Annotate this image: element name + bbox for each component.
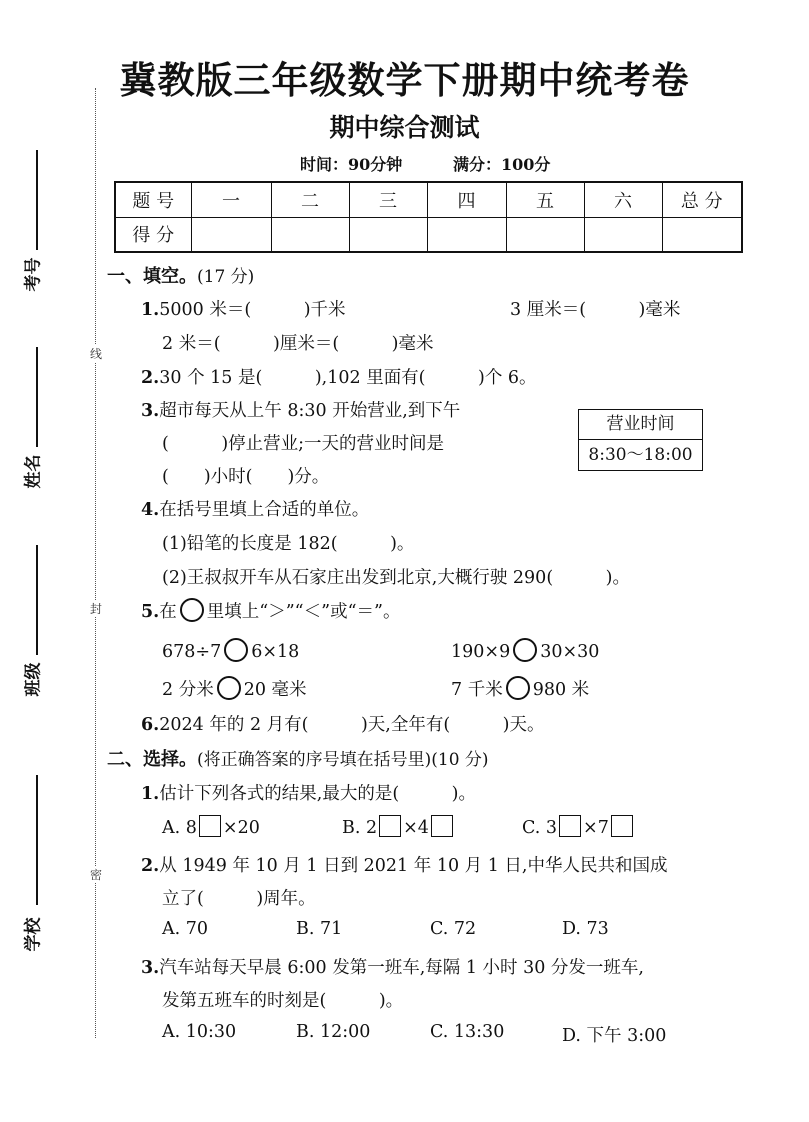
s2-q1-option-a: A. 8 ×20	[162, 815, 260, 838]
compare-circle-1[interactable]	[224, 638, 248, 662]
digit-box-c2	[611, 815, 633, 837]
compare-circle-icon	[180, 598, 204, 622]
s2-q2-option-b: B. 71	[296, 919, 343, 939]
score-header-3: 三	[349, 182, 427, 217]
s1-q5-compare2: 190×9 30×30	[451, 638, 599, 662]
section1-heading: 一、填空。(17 分)	[107, 266, 255, 287]
s1-q1-a[interactable]: 5000 米＝( )千米	[159, 300, 346, 320]
score-cell-2[interactable]	[271, 217, 349, 252]
score-table-header-row	[115, 182, 742, 217]
class-label: 班级	[23, 662, 44, 697]
binding-word-seal: 封	[90, 602, 103, 616]
page-subtitle: 期中综合测试	[329, 113, 480, 142]
score-header-label: 题 号	[115, 182, 191, 217]
s2-q3-option-a: A. 10:30	[162, 1022, 237, 1042]
s2-q1: 1.估计下列各式的结果,最大的是( )。	[141, 784, 476, 804]
s1-q1-c[interactable]: 2 米＝( )厘米＝( )毫米	[162, 334, 434, 354]
s2-q1-option-b: B. 2 ×4	[342, 815, 455, 838]
s2-q3-option-d: D. 下午 3:00	[562, 1026, 667, 1046]
school-rule[interactable]	[36, 775, 38, 905]
s2-q2-line1: 2.从 1949 年 10 月 1 日到 2021 年 10 月 1 日,中华人民共和国成	[141, 856, 668, 876]
score-table	[114, 181, 743, 253]
exam-time: 时间：90分钟	[300, 155, 403, 174]
binding-dotted-line	[95, 88, 96, 1038]
s2-q2-line2[interactable]: 立了( )周年。	[162, 889, 316, 909]
exam-full-score: 满分：100分	[453, 155, 551, 174]
compare-circle-4[interactable]	[506, 676, 530, 700]
s1-q4: 4.在括号里填上合适的单位。	[141, 500, 370, 520]
digit-box-b1	[379, 815, 401, 837]
s1-q6-text[interactable]: 2024 年的 2 月有( )天,全年有( )天。	[159, 715, 545, 735]
business-hours-value: 8:30～18:00	[588, 445, 693, 465]
digit-box-a	[199, 815, 221, 837]
s2-q2-option-a: A. 70	[162, 919, 209, 939]
s1-q5-compare4: 7 千米 980 米	[451, 676, 589, 701]
s1-q2: 2.30 个 15 是( ),102 里面有( )个 6。	[141, 368, 537, 388]
score-header-1: 一	[191, 182, 271, 217]
compare-circle-2[interactable]	[513, 638, 537, 662]
s2-q1-option-c: C. 3 ×7	[522, 815, 635, 838]
s2-q3-option-c: C. 13:30	[430, 1022, 505, 1042]
s1-q4-sub2[interactable]: (2)王叔叔开车从石家庄出发到北京,大概行驶 290( )。	[162, 568, 630, 588]
score-header-6: 六	[584, 182, 662, 217]
score-cell-1[interactable]	[191, 217, 271, 252]
name-rule[interactable]	[36, 347, 38, 447]
s2-q3-line1: 3.汽车站每天早晨 6:00 发第一班车,每隔 1 小时 30 分发一班车,	[141, 958, 644, 978]
s2-q2-option-d: D. 73	[562, 919, 609, 939]
s1-q3-line1: 3.超市每天从上午 8:30 开始营业,到下午	[141, 401, 461, 421]
score-cell-6[interactable]	[584, 217, 662, 252]
s1-q1-b[interactable]: 3 厘米＝( )毫米	[510, 300, 681, 320]
class-rule[interactable]	[36, 545, 38, 655]
score-header-2: 二	[271, 182, 349, 217]
score-row-label: 得 分	[115, 217, 191, 252]
s2-q3-option-b: B. 12:00	[296, 1022, 371, 1042]
s1-q3-line2[interactable]: ( )停止营业;一天的营业时间是	[162, 434, 445, 454]
score-cell-4[interactable]	[427, 217, 506, 252]
business-hours-box	[578, 409, 703, 471]
page-title: 冀教版三年级数学下册期中统考卷	[119, 59, 690, 102]
binding-word-secret: 密	[90, 868, 103, 882]
s1-q5-compare1: 678÷7 6×18	[162, 638, 299, 662]
name-label: 姓名	[23, 454, 44, 489]
s2-q3-line2[interactable]: 发第五班车的时刻是( )。	[162, 991, 404, 1011]
score-cell-total[interactable]	[662, 217, 742, 252]
compare-circle-3[interactable]	[217, 676, 241, 700]
s1-q6: 6.2024 年的 2 月有( )天,全年有( )天。	[141, 715, 545, 735]
digit-box-b2	[431, 815, 453, 837]
s1-q4-sub1[interactable]: (1)铅笔的长度是 182( )。	[162, 534, 415, 554]
s2-q2-option-c: C. 72	[430, 919, 477, 939]
s1-q1-line1: 1.5000 米＝( )千米	[141, 300, 346, 320]
binding-word-line: 线	[90, 347, 103, 361]
score-header-5: 五	[506, 182, 584, 217]
score-header-total: 总 分	[662, 182, 742, 217]
s1-q5-compare3: 2 分米 20 毫米	[162, 676, 307, 701]
score-header-4: 四	[427, 182, 506, 217]
s1-q2-text[interactable]: 30 个 15 是( ),102 里面有( )个 6。	[159, 368, 537, 388]
score-cell-3[interactable]	[349, 217, 427, 252]
exam-number-rule[interactable]	[36, 150, 38, 250]
business-hours-title: 营业时间	[579, 410, 702, 440]
s2-q1-text[interactable]: 估计下列各式的结果,最大的是( )。	[159, 784, 476, 804]
s1-q5: 5.在 里填上“＞”“＜”或“＝”。	[141, 598, 400, 623]
exam-number-label: 考号	[23, 257, 44, 292]
score-cell-5[interactable]	[506, 217, 584, 252]
digit-box-c1	[559, 815, 581, 837]
school-label: 学校	[23, 917, 44, 952]
s1-q3-line3[interactable]: ( )小时( )分。	[162, 467, 330, 487]
score-table-score-row	[115, 217, 742, 252]
section2-heading: 二、选择。(将正确答案的序号填在括号里)(10 分)	[107, 749, 489, 770]
